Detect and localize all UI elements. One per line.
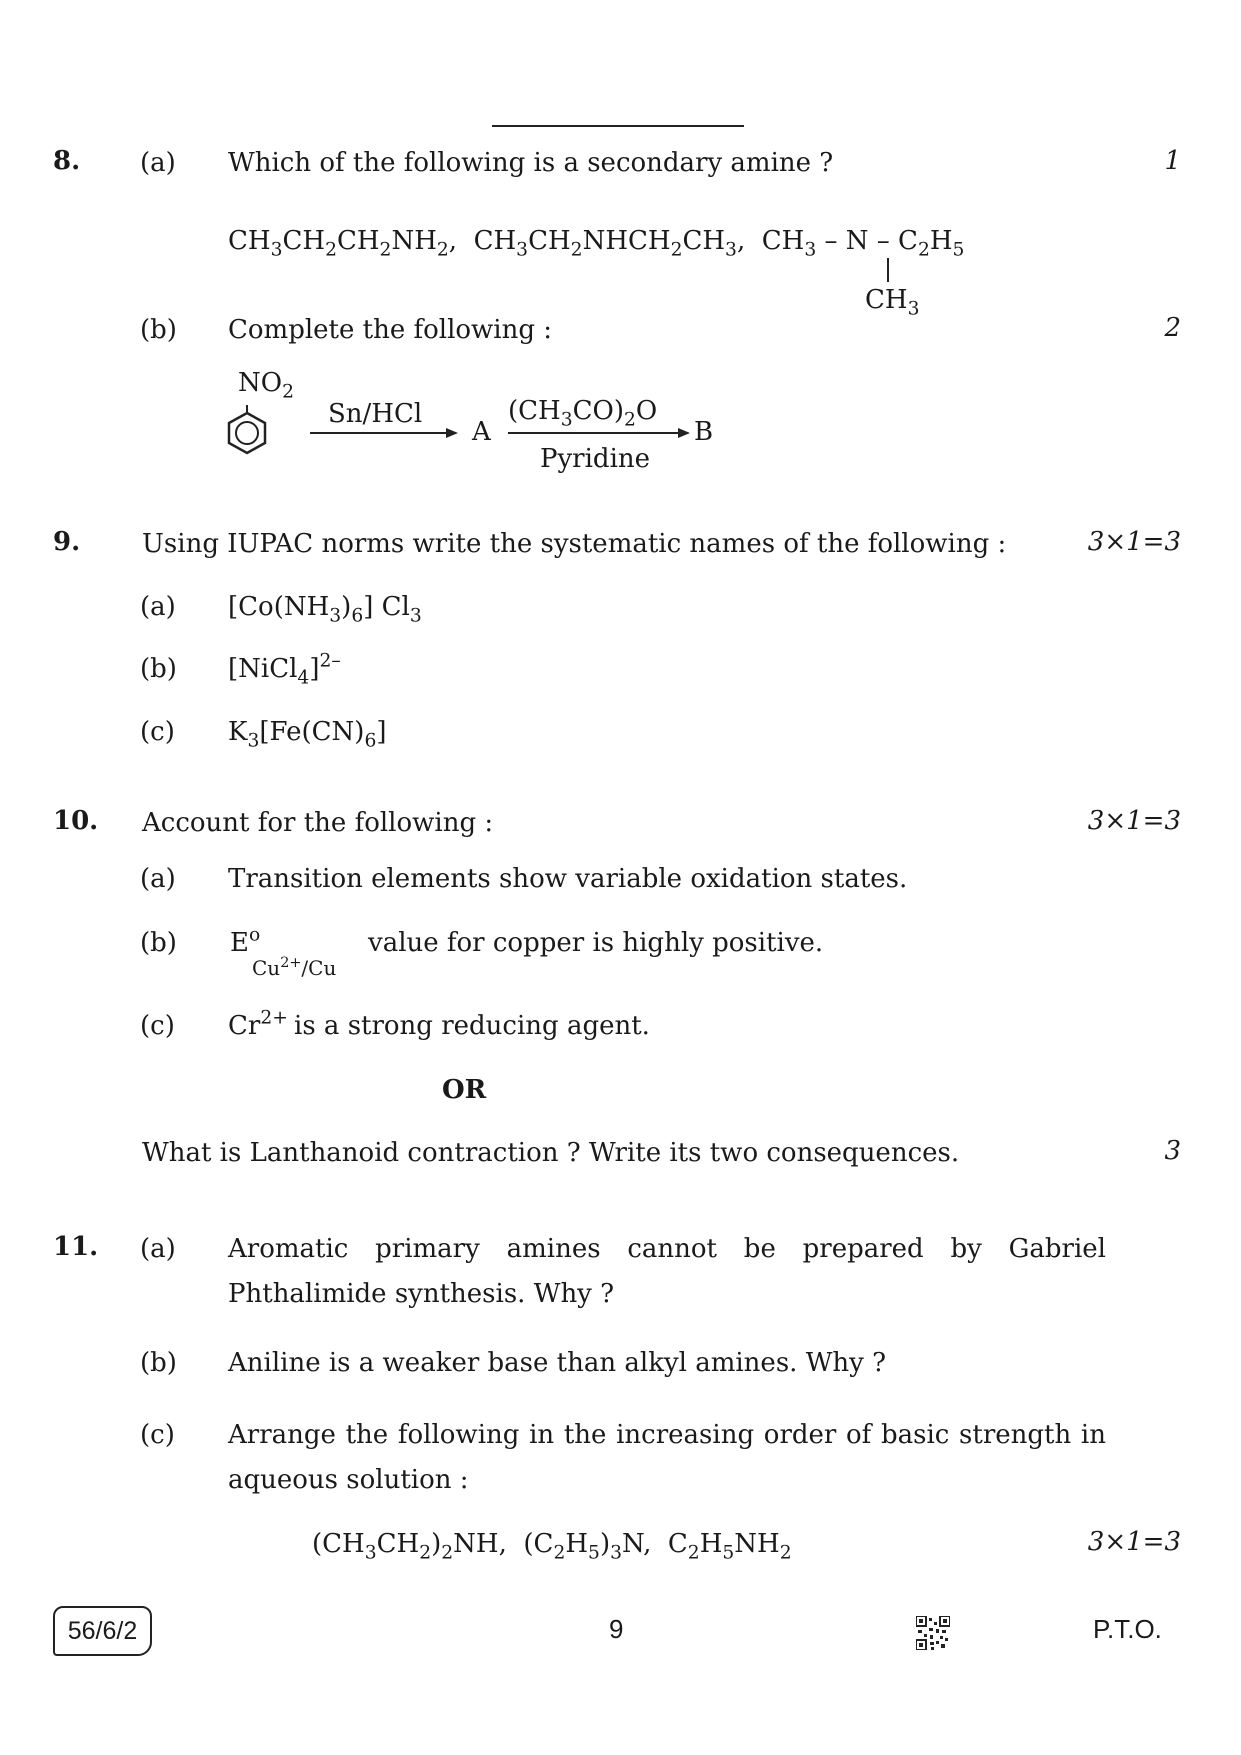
q8a-question: Which of the following is a secondary amine ? <box>228 148 834 178</box>
reaction-arrow-1 <box>310 426 458 440</box>
nitrobenzene-ring <box>224 405 270 457</box>
reagent-pyridine: Pyridine <box>540 444 651 474</box>
q9b-label: (b) <box>140 654 177 684</box>
q10a-text: Transition elements show variable oxidation states. <box>228 864 908 894</box>
q9-question: Using IUPAC norms write the systematic names of the following : <box>142 529 1007 559</box>
product-b: B <box>694 417 714 447</box>
q10-question: Account for the following : <box>142 808 494 838</box>
page-number: 9 <box>609 1614 624 1644</box>
q10-alt-question: What is Lanthanoid contraction ? Write its two consequences. <box>142 1138 960 1168</box>
electrode-potential-subscript: $Cu^{2+}/Cu$ <box>252 955 337 980</box>
chromium-ion: $Cr^{2+}$ <box>228 1007 288 1041</box>
nitro-group-label: $NO_2$ <box>238 368 294 403</box>
q10c-label: (c) <box>140 1011 175 1041</box>
q9c-label: (c) <box>140 717 175 747</box>
q10b-text: value for copper is highly positive. <box>368 928 824 958</box>
q9-number: 9. <box>53 527 81 557</box>
q8b-label: (b) <box>140 315 177 345</box>
qr-code-icon <box>916 1616 950 1650</box>
q8b-marks: 2 <box>1164 313 1181 343</box>
q10-alt-marks: 3 <box>1164 1136 1181 1166</box>
q11b-label: (b) <box>140 1348 177 1378</box>
q8a-label: (a) <box>140 148 176 178</box>
top-rule <box>492 125 744 127</box>
q9a-label: (a) <box>140 592 176 622</box>
q10b-label: (b) <box>140 928 177 958</box>
electrode-potential-symbol: $E^o$ <box>230 924 261 958</box>
q10a-label: (a) <box>140 864 176 894</box>
q10-number: 10. <box>53 806 99 836</box>
q11a-label: (a) <box>140 1234 176 1264</box>
q9b-formula: [NiCl$_4$]$^{2-}$ <box>228 650 341 689</box>
or-separator: OR <box>442 1075 487 1105</box>
q11-number: 11. <box>53 1232 99 1262</box>
paper-code-badge: 56/6/2 <box>53 1606 152 1656</box>
q8a-marks: 1 <box>1164 146 1181 176</box>
q11-marks: 3×1=3 <box>1087 1527 1181 1557</box>
q8a-options: $CH_3CH_2CH_2NH_2$, $CH_3CH_2NHCH_2CH_3$, $CH_3$ – N – $C_2H_5$ <box>228 226 965 261</box>
q11b-text: Aniline is a weaker base than alkyl amines. Why ? <box>228 1348 887 1378</box>
reaction-arrow-2 <box>508 426 690 440</box>
q9c-formula: $K_3[Fe(CN)_6]$ <box>228 717 387 752</box>
q10c-text: is a strong reducing agent. <box>294 1011 650 1041</box>
q11c-text-line2: aqueous solution : <box>228 1465 469 1495</box>
reagent-sn-hcl: Sn/HCl <box>328 399 423 429</box>
reagent-acetic-anhydride: $(CH_3CO)_2O$ <box>508 396 658 431</box>
q8-number: 8. <box>53 146 81 176</box>
tertiary-amine-methyl: $CH_3$ <box>865 285 920 320</box>
q9-marks: 3×1=3 <box>1087 527 1181 557</box>
q11c-text-line1: Arrange the following in the increasing order of basic strength in <box>228 1420 1106 1450</box>
q11a-text-line2: Phthalimide synthesis. Why ? <box>228 1279 615 1309</box>
q11c-compounds: $(CH_3CH_2)_2NH$, $(C_2H_5)_3N$, $C_2H_5NH_2$ <box>312 1529 792 1564</box>
q8b-question: Complete the following : <box>228 315 553 345</box>
product-a: A <box>472 417 491 447</box>
tertiary-amine-bond <box>887 258 889 282</box>
q11c-label: (c) <box>140 1420 175 1450</box>
q11a-text-line1: Aromatic primary amines cannot be prepared by Gabriel <box>228 1234 1106 1264</box>
please-turn-over: P.T.O. <box>1093 1614 1162 1644</box>
q9a-formula: $[Co(NH_3)_6]$ $Cl_3$ <box>228 592 422 627</box>
q10-marks: 3×1=3 <box>1087 806 1181 836</box>
